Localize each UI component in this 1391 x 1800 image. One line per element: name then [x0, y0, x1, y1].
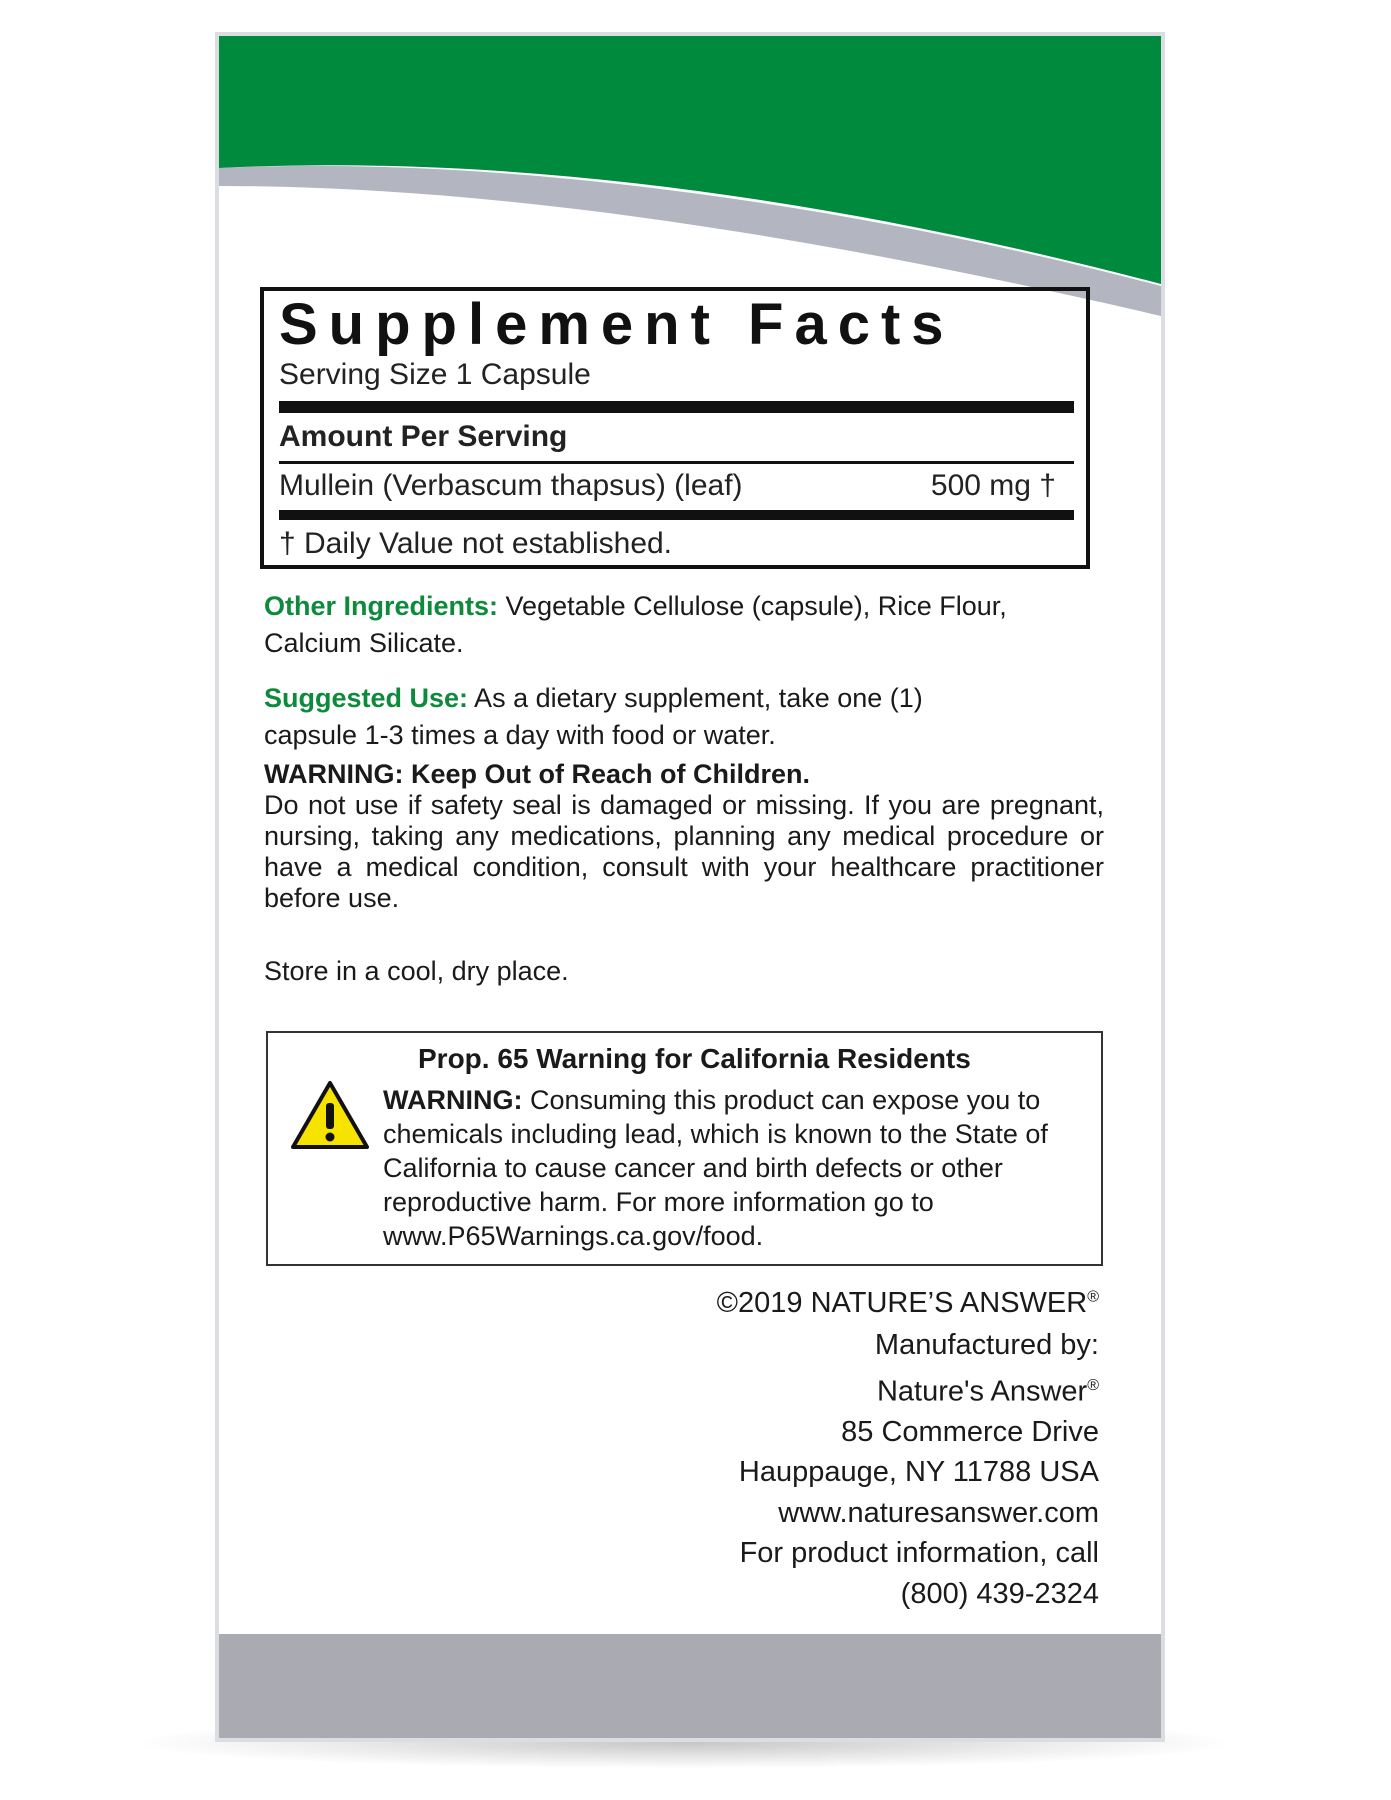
warning-heading: WARNING: Keep Out of Reach of Children. [264, 759, 811, 789]
suggested-use-text-2: capsule 1-3 times a day with food or water. [264, 720, 776, 750]
other-ingredients [264, 588, 1104, 662]
ingredient-name: Mullein (Verbascum thapsus) (leaf) [279, 469, 743, 502]
suggested-use-label: Suggested Use: [264, 683, 469, 713]
prop65-title: Prop. 65 Warning for California Residents [418, 1043, 971, 1074]
thick-rule [279, 401, 1074, 413]
manufacturer-street: 85 Commerce Drive [841, 1415, 1099, 1448]
prop65-line-2: chemicals including lead, which is known to the State of [383, 1119, 1048, 1149]
warning-block [264, 759, 1104, 914]
manufacturer-website: www.naturesanswer.com [778, 1496, 1099, 1529]
product-info-text: For product information, call [739, 1537, 1099, 1570]
suggested-use [264, 680, 1104, 754]
manufacturer-name: Nature's Answer [876, 1375, 1088, 1408]
ingredient-row [279, 468, 1074, 504]
prop65-line-4: reproductive harm. For more information go to [383, 1187, 934, 1217]
other-ingredients-text: Vegetable Cellulose (capsule), Rice Flour, [498, 591, 1007, 621]
green-swoosh-header [219, 36, 1161, 316]
prop65-line-3: California to cause cancer and birth defects or other [383, 1153, 1003, 1183]
copyright-text: ©2019 NATURE’S ANSWER [716, 1287, 1088, 1319]
prop65-line-1: Consuming this product can expose you to [522, 1085, 1041, 1115]
suggested-use-text: As a dietary supplement, take one (1) [468, 683, 923, 713]
prop65-line-5: www.P65Warnings.ca.gov/food. [383, 1221, 764, 1251]
prop65-warning-box [266, 1031, 1103, 1266]
manufacturer-phone: (800) 439-2324 [900, 1577, 1099, 1610]
serving-size: Serving Size 1 Capsule [279, 358, 591, 391]
prop65-body [383, 1083, 1083, 1253]
manufacturer-registered-mark: ® [1087, 1376, 1099, 1394]
warning-text: Do not use if safety seal is damaged or missing. If you are pregnant, nursing, taking any medications, planning any medical procedure or have a medical condition, consult with your healthcare practitioner before use. [264, 790, 1104, 913]
other-ingredients-label: Other Ingredients: [264, 591, 499, 621]
ingredient-amount: 500 mg † [930, 469, 1056, 502]
other-ingredients-text-2: Calcium Silicate. [264, 628, 464, 658]
warning-triangle-icon [290, 1079, 370, 1151]
manufacturer-city: Hauppauge, NY 11788 USA [738, 1456, 1099, 1489]
copyright [717, 1287, 1099, 1320]
supplement-label-panel [215, 32, 1165, 1742]
prop65-warning-label: WARNING: [383, 1085, 523, 1115]
medium-rule [279, 510, 1074, 520]
daily-value-footnote: † Daily Value not established. [279, 527, 673, 560]
gray-bottom-band [219, 1634, 1161, 1742]
thin-rule [279, 461, 1074, 464]
supplement-facts-panel [260, 287, 1090, 569]
manufacturer-name-row [739, 1366, 1099, 1412]
facts-title: Supplement Facts [279, 292, 955, 357]
amount-per-serving: Amount Per Serving [279, 420, 568, 453]
manufacturer-info [739, 1325, 1099, 1614]
copyright-registered-mark: ® [1087, 1288, 1099, 1306]
storage-instructions: Store in a cool, dry place. [264, 956, 569, 986]
green-header-band [219, 36, 1161, 284]
manufactured-by-label: Manufactured by: [874, 1329, 1099, 1361]
